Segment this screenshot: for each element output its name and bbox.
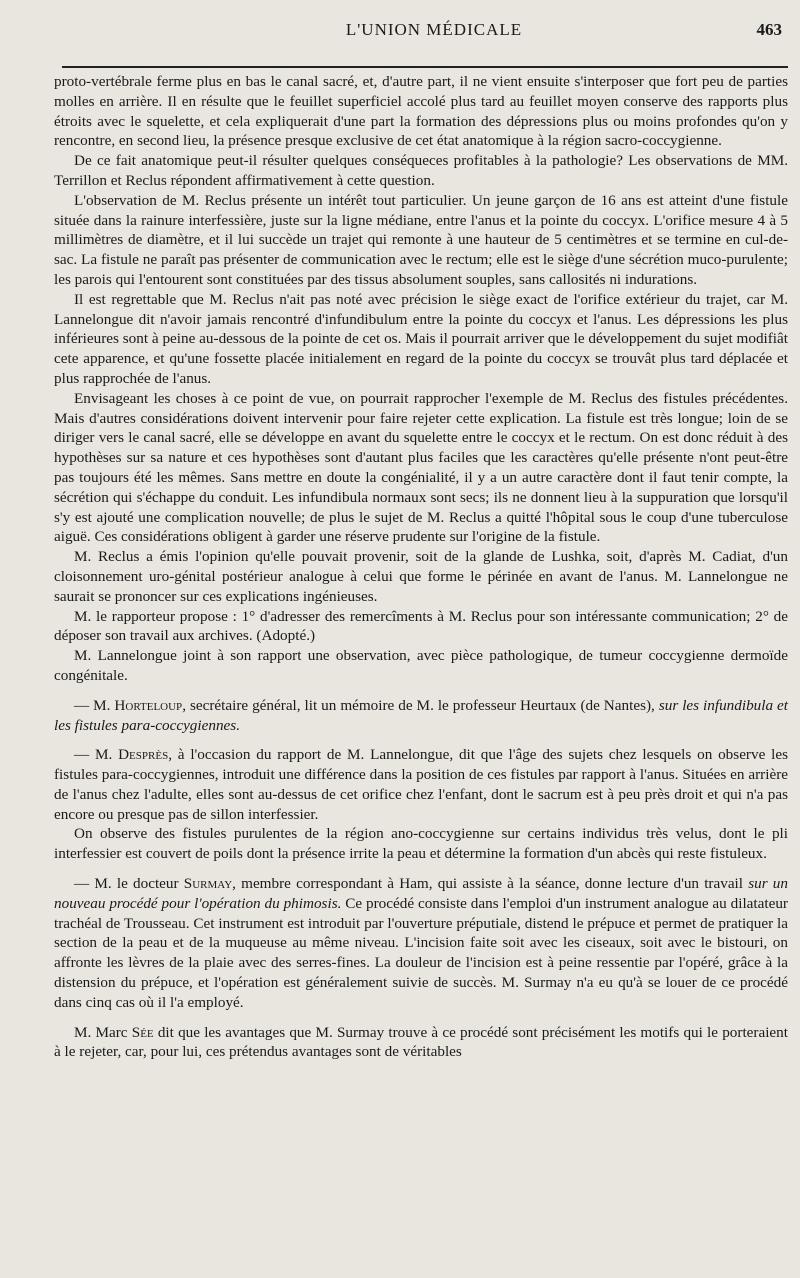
body-text: dit que les avantages que M. Surmay trouve à ce procédé sont précisément les motifs qui le porteraient à le rejeter, car, pour lui, ces prétendus avantages sont de véritables <box>54 1023 788 1061</box>
speaker-name: Surmay <box>183 875 233 893</box>
paragraph: M. le rapporteur propose : 1° d'adresser des remercîments à M. Reclus pour son intéressante communication; 2° de déposer son travail aux archives. (Adopté.) <box>54 607 788 645</box>
lead-text: — M. <box>74 696 115 714</box>
paragraph <box>54 874 788 1013</box>
lead-text: M. Marc <box>74 1023 132 1041</box>
paragraph <box>54 1023 788 1063</box>
paragraph: M. Lannelongue joint à son rapport une observation, avec pièce pathologique, de tumeur coccygienne dermoïde congénitale. <box>54 647 788 684</box>
speaker-name: Sée <box>131 1023 154 1041</box>
lead-text: — M. le docteur <box>74 875 184 893</box>
article-body <box>40 72 788 1062</box>
speaker-name: Desprès <box>118 746 169 764</box>
body-text-tail: Ce procédé consiste dans l'emploi d'un instrument analogue au dilatateur trachéal de Trousseau. Cet instrument est introduit par l'ouverture préputiale, distend le prépuce et permet de pratiquer la section de la peau et de la muqueuse au même niveau. L'incision faite soit avec les ciseaux, soit avec le bistouri, on affronte les lèvres de la plaie avec des serres-fines. La douleur de l'incision est à peine ressentie par l'opéré, grâce à la distension du prépuce, et l'opération est généralement suivie de succès. M. Surmay n'a eu qu'à se louer de ce procédé dans cinq cas où il l'a employé. <box>54 894 788 1011</box>
page-header <box>40 20 788 44</box>
journal-title: L'UNION MÉDICALE <box>345 20 523 39</box>
paragraph: De ce fait anatomique peut-il résulter quelques conséqueces profitables à la pathologie? Les observations de MM. Terrillon et Reclus répondent affirmativement à cette question. <box>54 152 788 189</box>
body-text: , secrétaire général, lit un mémoire de M. le professeur Heurtaux (de Nantes), <box>182 696 659 714</box>
paragraph: L'observation de M. Reclus présente un intérêt tout particulier. Un jeune garçon de 16 ans est atteint d'une fistule située dans la rainure interfessière, juste sur la ligne médiane, entre l'anus et la pointe du coccyx. L'orifice mesure 4 à 5 millimètres de diamètre, et il lui succède un trajet qui remonte à une hauteur de 5 centimètres et se termine en cul-de-sac. La fistule ne paraît pas présenter de communication avec le rectum; elle est le siège d'une sécrétion muco-purulente; les parois qui l'entourent sont constituées par des tissus absolument souples, sans callosités ni indurations. <box>54 191 788 288</box>
page-number: 463 <box>756 20 782 39</box>
speaker-name: Horteloup <box>114 696 183 714</box>
body-text: , membre correspondant à Ham, qui assiste à la séance, donne lecture d'un travail <box>232 875 749 893</box>
body-text: , à l'occasion du rapport de M. Lannelongue, dit que l'âge des sujets chez lesquels on observe les fistules para-coccygiennes, introduit une différence dans la position de ces fistules par rapport à l'anus. Situées en arrière de l'anus chez l'adulte, elles sont au-dessus de cet orifice chez l'enfant, dont le sacrum est à peu près droit et qui n'a pas encore ou presque pas de sillon interfessier. <box>54 746 788 823</box>
paragraph <box>54 696 788 736</box>
work-title: sur un nouveau procédé pour l'opération du phimosis. <box>54 875 788 912</box>
paragraph: proto-vertébrale ferme plus en bas le canal sacré, et, d'autre part, il ne vient ensuite s'interposer que fort peu de parties molles en arrière. Il en résulte que le feuillet superficiel accolé plus tard au feuillet moyen conserve des rapports plus étroits avec le squelette, et cela expliquerait d'une part la formation des dépressions plus ou moins profondes qu'on y rencontre, en second lieu, la présence presque exclusive de cet état anatomique à la région sacro-coccygienne. <box>54 73 788 150</box>
paragraph: Envisageant les choses à ce point de vue, on pourrait rapprocher l'exemple de M. Reclus des fistules précédentes. Mais d'autres considérations doivent intervenir pour faire rejeter cette explication. La fistule est très longue; loin de se diriger vers le canal sacré, elle se développe en avant du squelette entre le coccyx et le rectum. On est donc réduit à des hypothèses sur sa nature et ces hypothèses sont d'autant plus faciles que les caractères qu'elle présente n'ont peut-être pas toujours été les mêmes. Sans mettre en doute la congénialité, il y a un autre caractère dont il faut tenir compte, la sécrétion qui s'échappe du conduit. Les infundibula normaux sont secs; ils ne donnent lieu à la suppuration que lorsqu'il s'y est ajouté une complication nouvelle; de plus le sujet de M. Reclus a quitté l'hôpital sous le coup d'une tuberculose aiguë. Ces considérations obligent à garder une réserve prudente sur l'origine de la fistule. <box>54 389 788 546</box>
lead-text: — M. <box>74 746 119 764</box>
paragraph: Il est regrettable que M. Reclus n'ait pas noté avec précision le siège exact de l'orifice extérieur du trajet, car M. Lannelongue dit n'avoir jamais rencontré d'infundibulum entre la pointe du coccyx et l'anus. Les dépressions les plus inférieures sont à peine au-dessous de la pointe de cet os. Mais il pourrait arriver que le développement du sujet modifiât cete apparence, et qu'une fossette placée initialement en regard de la pointe du coccyx se trouvât plus tard déplacée et plus rapprochée de l'anus. <box>54 290 788 387</box>
paragraph: On observe des fistules purulentes de la région ano-coccygienne sur certains individus très velus, dont le pli interfessier est couvert de poils dont la présence irrite la peau et détermine la formation d'un abcès qui reste fistuleux. <box>54 825 788 863</box>
paragraph: M. Reclus a émis l'opinion qu'elle pouvait provenir, soit de la glande de Lushka, soit, d'après M. Cadiat, d'un cloisonnement uro-génital postérieur analogue à celui que forme le périnée en avant de l'anus. M. Lannelongue ne saurait se prononcer sur ces explications ingénieuses. <box>54 548 788 605</box>
memoir-title: sur les infundibula et les fistules para-coccygiennes. <box>54 696 788 734</box>
header-rule <box>62 66 788 68</box>
paragraph <box>54 745 788 824</box>
